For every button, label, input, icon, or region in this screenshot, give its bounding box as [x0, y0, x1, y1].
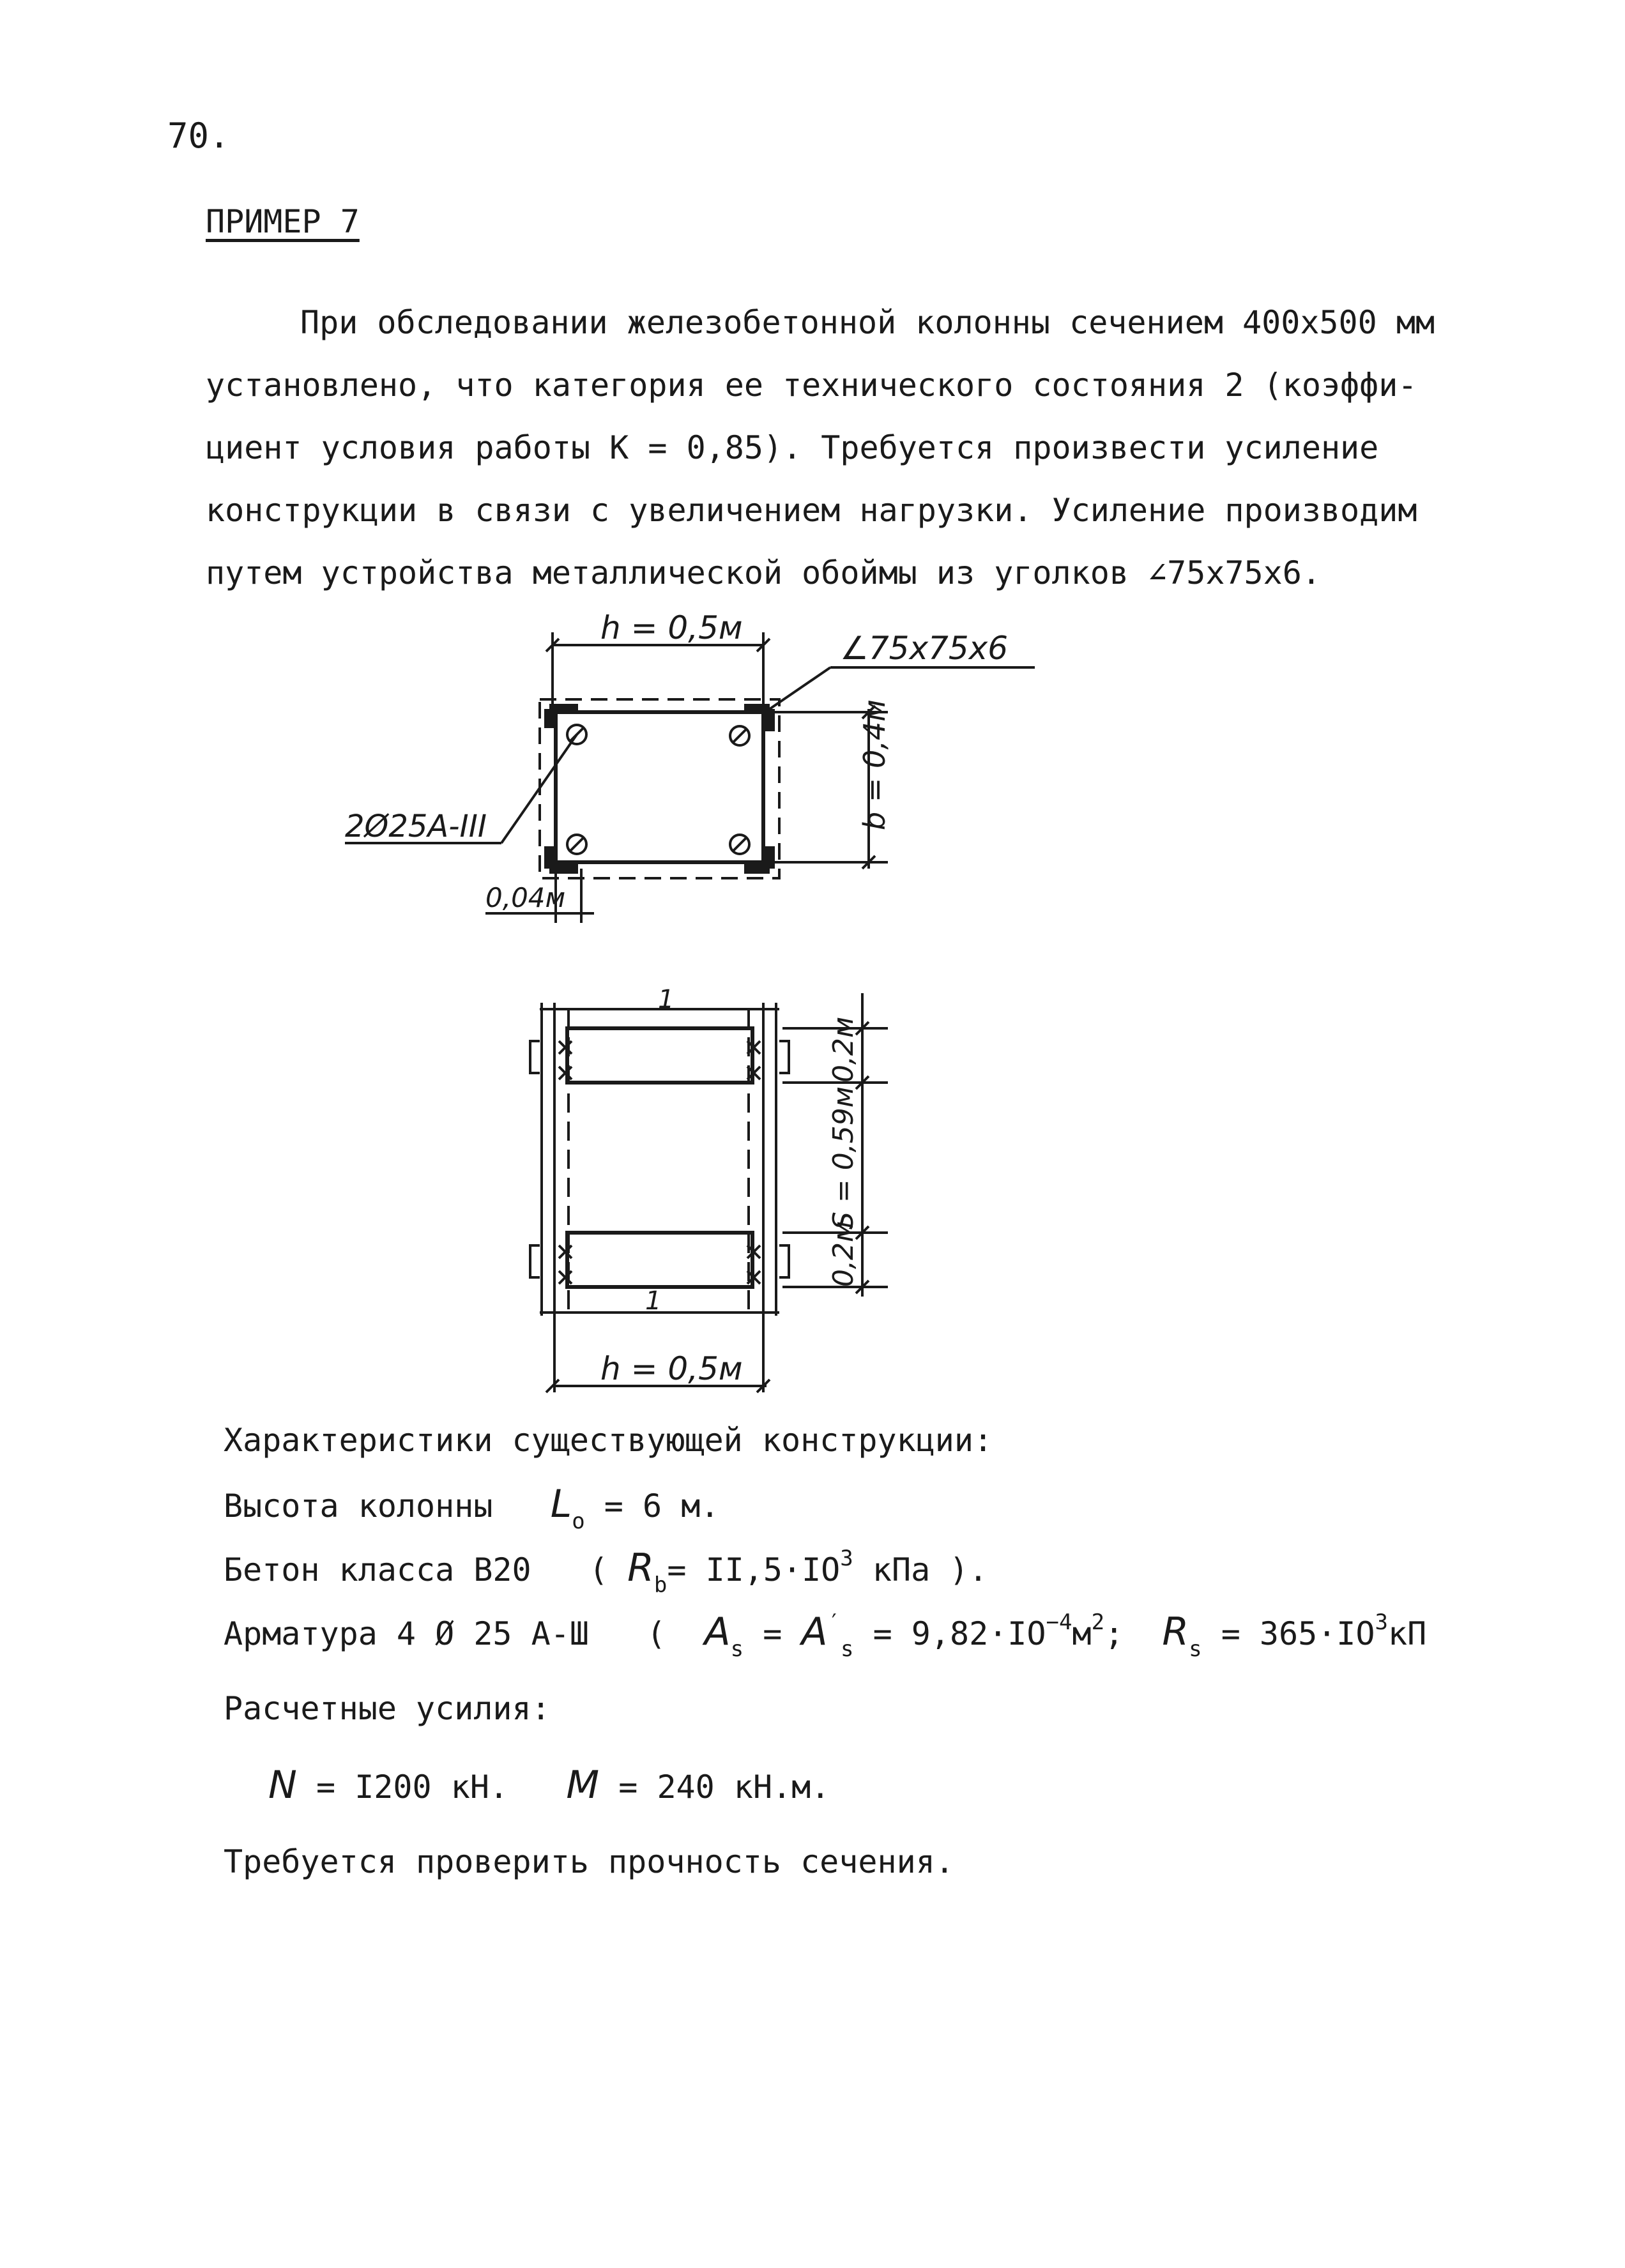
prime: ′ — [827, 1610, 841, 1635]
length-symbol: L — [550, 1482, 572, 1526]
paren-open: ( — [646, 1615, 666, 1652]
paren-open: ( — [588, 1551, 609, 1588]
paragraph-line: конструкции в связи с увеличением нагрузки. Усиление производим — [206, 492, 1417, 529]
angle-label: ∠75х75х6 — [840, 630, 1009, 667]
rs-symbol: R — [1162, 1610, 1189, 1654]
r-symbol: R — [627, 1546, 654, 1590]
n-value: = I200 кН. — [316, 1769, 509, 1806]
rebar-label: 2Ø25А-III — [345, 809, 487, 844]
page-number: 70. — [167, 116, 230, 156]
section-mark-top: 1 — [658, 985, 675, 1014]
reinforcement-label: Арматура 4 Ø 25 А-Ш — [224, 1615, 589, 1652]
forces-title: Расчетные усилия: — [224, 1690, 551, 1727]
rs-subscript: s — [1189, 1636, 1202, 1662]
concrete-unit: кПа ). — [872, 1551, 988, 1588]
as-prime-subscript: s — [840, 1636, 854, 1662]
m-value: = 240 кН.м. — [618, 1769, 830, 1806]
top-plate — [567, 1028, 752, 1083]
section-mark-bottom: 1 — [645, 1286, 662, 1316]
paragraph-line: При обследовании железобетонной колонны сечением 400х500 мм — [300, 304, 1435, 341]
m-symbol: M — [566, 1763, 600, 1808]
column-height-value: = 6 м. — [604, 1488, 720, 1525]
as-exp: −4 — [1046, 1610, 1072, 1635]
dim-h-label: h = 0,5м — [600, 609, 743, 646]
bottom-plate — [567, 1233, 752, 1287]
rs-value: = 365·IO — [1221, 1615, 1375, 1652]
as-subscript: s — [730, 1636, 744, 1662]
concrete-line — [224, 1546, 988, 1598]
example-heading: ПРИМЕР 7 — [206, 203, 360, 240]
separator: ; — [1104, 1615, 1124, 1652]
reinforcement-line — [224, 1610, 1427, 1662]
paragraph-line: циент условия работы K = 0,85). Требуется произвести усиление — [206, 429, 1379, 466]
dim-bottom-plate-label: 0,2м — [827, 1221, 860, 1287]
as-value: = 9,82·IO — [873, 1615, 1046, 1652]
dim-top-plate-label: 0,2м — [827, 1016, 860, 1083]
n-symbol: N — [268, 1763, 297, 1808]
offset-label: 0,04м — [485, 882, 566, 913]
as-prime-symbol: A — [801, 1610, 828, 1654]
concrete-label: Бетон класса В20 — [224, 1551, 531, 1588]
dim-b-label: b = 0,4м — [857, 699, 892, 830]
as-unit: м — [1072, 1615, 1092, 1652]
as-symbol: A — [704, 1610, 731, 1654]
concrete-value: = II,5·IO — [667, 1551, 841, 1588]
rs-exp: 3 — [1375, 1610, 1388, 1635]
column-height-label: Высота колонны — [224, 1488, 493, 1525]
concrete-exp: 3 — [840, 1546, 853, 1571]
r-subscript: b — [653, 1572, 668, 1598]
as-unit-exp: 2 — [1091, 1610, 1105, 1635]
conclusion: Требуется проверить прочность сечения. — [224, 1843, 954, 1880]
forces-line — [268, 1763, 830, 1808]
paragraph-line: путем устройства металлической обоймы из уголков ∠75х75х6. — [206, 554, 1321, 591]
characteristics-title: Характеристики существующей конструкции: — [224, 1422, 993, 1459]
dim-h-label-bottom: h = 0,5м — [600, 1350, 743, 1387]
length-subscript: o — [572, 1509, 585, 1534]
rs-unit: кП — [1388, 1615, 1427, 1652]
column-height-line — [224, 1482, 720, 1534]
paragraph-line: установлено, что категория ее технического состояния 2 (коэффи- — [206, 367, 1417, 404]
dim-spacing-label: S = 0,59м — [827, 1086, 860, 1229]
equals: = — [763, 1615, 782, 1652]
